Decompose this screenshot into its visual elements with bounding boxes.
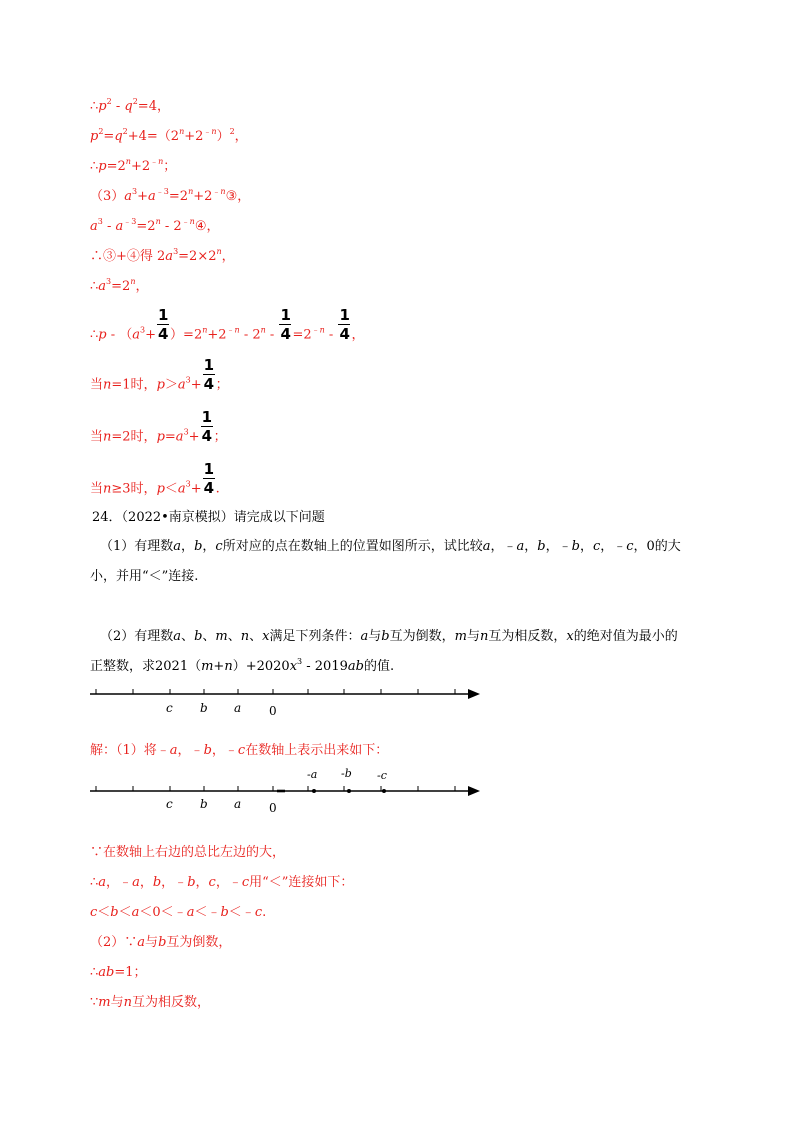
fraction-quarter: $\frac{1}{4}$ [203, 356, 215, 393]
solution-line: ∴p - （$a^3+$ $\frac{1}{4}$ ）$=2^n+2^{﹣n} - 2^n$ - $\frac{1}{4}$ $=2^{﹣n}$ - $\frac{1}{4}$ ， [90, 306, 365, 343]
fraction-quarter: $\frac{1}{4}$ [158, 306, 169, 343]
axis-arrow [468, 689, 480, 699]
point-label-neg-a: -a [307, 768, 318, 781]
point-label-zero: 0 [269, 704, 277, 718]
solution-line: ∵m与n互为相反数， [90, 995, 211, 1010]
solution-intro: 解：（1）将﹣a，﹣b，﹣c在数轴上表示出来如下： [90, 743, 389, 758]
point-label-neg-b: -b [341, 767, 352, 780]
solution-line: ∴a，﹣a，b，﹣b，c，﹣c用“＜”连接如下： [90, 875, 354, 890]
question-header: 24．（2022•南京模拟）请完成以下问题 [92, 510, 325, 525]
point-neg-c [382, 789, 386, 793]
solution-line: ∴③+④得 $2a^3=2\times 2^n$， [90, 247, 235, 264]
point-label-c: c [166, 701, 173, 715]
question-part2-line2: 正整数，求$2021(m+n)+2020x^3 - 2019ab$的值. [90, 657, 395, 674]
solution-line: c＜b＜a＜0＜﹣a＜﹣b＜﹣c. [90, 905, 267, 920]
solution-line: 当n=2时，$p=a^3+$ $\frac{1}{4}$ ； [90, 408, 227, 445]
solution-line: ∴ab=1； [90, 965, 147, 980]
point-neg-b [347, 789, 351, 793]
point-label-c: c [166, 797, 173, 811]
solution-line: ∵在数轴上右边的总比左边的大， [90, 845, 286, 860]
question-part2-line1: （2）有理数a、b、m、n、x满足下列条件：a与b互为倒数，m与n互为相反数，x的绝对值为最小的 [100, 629, 678, 644]
point-label-b: b [200, 797, 208, 811]
point-label-a: a [234, 797, 242, 811]
solution-line: 当n≥3时，$p<a^3+$ $\frac{1}{4}$ . [90, 460, 220, 497]
solution-line: $\therefore a^3=2^n$， [90, 277, 149, 294]
fraction-quarter: $\frac{1}{4}$ [201, 408, 212, 445]
solution-line: $a^3 - a^{﹣3}=2^n$ - $2^{﹣n}④$， [90, 217, 220, 234]
question-part1-line1: （1）有理数a，b，c所对应的点在数轴上的位置如图所示，试比较a，﹣a，b，﹣b，c，﹣c，0的大 [100, 539, 681, 554]
fraction-quarter: $\frac{1}{4}$ [339, 306, 350, 343]
solution-line: $(3)a^3+a^{﹣3}=2^n+2^{﹣n}③$， [90, 187, 251, 204]
solution-line: $\therefore p^2 - q^2=4$， [90, 97, 170, 114]
axis-arrow [468, 786, 480, 796]
question-part1-line2: 小，并用“＜”连接. [90, 569, 199, 584]
solution-line: $p^2=q^2+4=(2^n+2^{﹣n})^2$， [90, 127, 248, 144]
point-label-zero: 0 [269, 801, 277, 815]
solution-line: （2）∵a与b互为倒数， [90, 935, 232, 950]
number-line-solution-figure [88, 766, 488, 816]
fraction-quarter: $\frac{1}{4}$ [280, 306, 291, 343]
point-label-a: a [234, 701, 242, 715]
point-label-b: b [200, 701, 208, 715]
number-line-figure [88, 684, 488, 724]
point-neg-a [312, 789, 316, 793]
point-label-neg-c: -c [377, 769, 387, 782]
axis-ticks [96, 689, 455, 694]
axis-ticks [96, 786, 455, 791]
solution-line: 当n=1时，$p>a^3+$ $\frac{1}{4}$ ； [90, 356, 229, 393]
solution-line: $\therefore p=2^n+2^{﹣n}$； [90, 157, 177, 174]
fraction-quarter: $\frac{1}{4}$ [203, 460, 215, 497]
